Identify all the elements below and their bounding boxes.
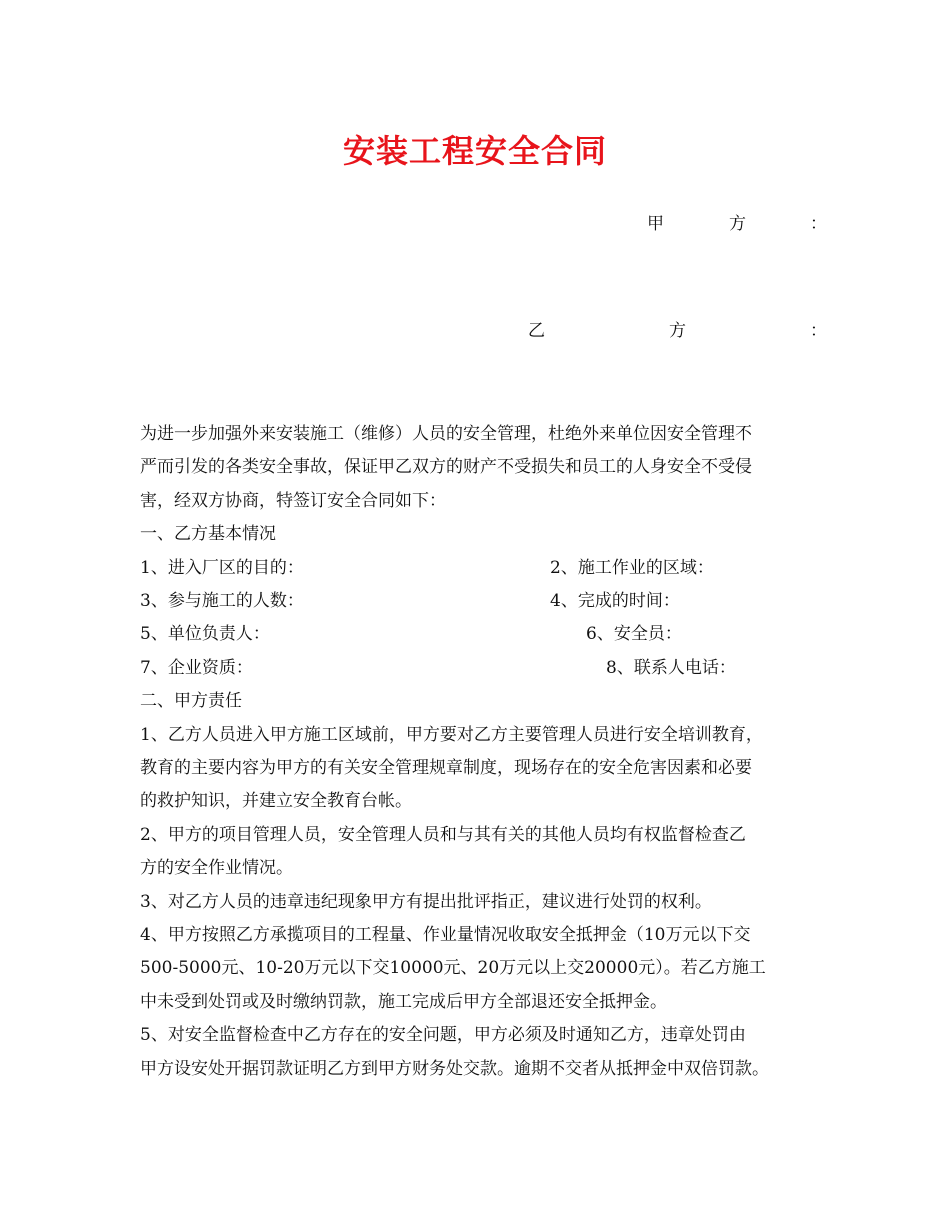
contract-body [140,418,830,1086]
document-title: 安装工程安全合同 [342,132,607,170]
info-item-right: 8、联系人电话： [606,657,736,678]
duty-line: 500-5000元、10-20万元以下交10000元、20万元以上交20000元）。若乙方施工 [140,958,766,979]
duty-line: 5、对安全监督检查中乙方存在的安全问题，甲方必须及时通知乙方，违章处罚由 [140,1025,746,1046]
duty-line: 方的安全作业情况。 [140,858,293,879]
info-item-left: 1、进入厂区的目的： [140,557,304,578]
info-row [140,618,830,651]
info-item-left: 3、参与施工的人数： [140,591,304,612]
party-a-char-1: 甲 [647,214,664,234]
info-item-left: 7、企业资质： [140,657,253,678]
info-row [140,585,830,618]
intro-line: 为进一步加强外来安装施工（维修）人员的安全管理，杜绝外来单位因安全管理不 [140,424,752,444]
info-row [140,652,830,685]
section-heading-party-a-duties: 二、甲方责任 [140,691,242,712]
section-heading-party-b-info: 一、乙方基本情况 [140,524,276,545]
duty-line: 1、乙方人员进入甲方施工区域前，甲方要对乙方主要管理人员进行安全培训教育， [140,724,763,745]
party-b-colon: ： [810,321,827,341]
party-b-char-2: 方 [669,321,686,341]
party-b-char-1: 乙 [528,321,545,341]
info-item-left: 5、单位负责人： [140,624,270,645]
duty-line: 的救护知识，并建立安全教育台帐。 [140,791,412,812]
duty-line: 教育的主要内容为甲方的有关安全管理规章制度，现场存在的安全危害因素和必要 [140,758,752,778]
info-row [140,552,830,585]
party-a-colon: ： [810,214,827,234]
duty-line: 中未受到处罚或及时缴纳罚款，施工完成后甲方全部退还安全抵押金。 [140,991,667,1012]
info-item-right: 2、施工作业的区域： [550,557,714,578]
party-a-char-2: 方 [729,214,746,234]
intro-line: 害，经双方协商，特签订安全合同如下： [140,490,446,511]
intro-line: 严而引发的各类安全事故，保证甲乙双方的财产不受损失和员工的人身安全不受侵 [140,457,752,478]
duty-line: 4、甲方按照乙方承揽项目的工程量、作业量情况收取安全抵押金（10万元以下交 [140,925,751,946]
info-item-right: 6、安全员： [586,624,682,645]
duty-line: 甲方设安处开据罚款证明乙方到甲方财务处交款。逾期不交者从抵押金中双倍罚款。 [140,1058,769,1079]
duty-line: 2、甲方的项目管理人员，安全管理人员和与其有关的其他人员均有权监督检查乙 [140,824,746,845]
info-item-right: 4、完成的时间： [550,591,680,612]
duty-line: 3、对乙方人员的违章违纪现象甲方有提出批评指正，建议进行处罚的权利。 [140,891,712,912]
